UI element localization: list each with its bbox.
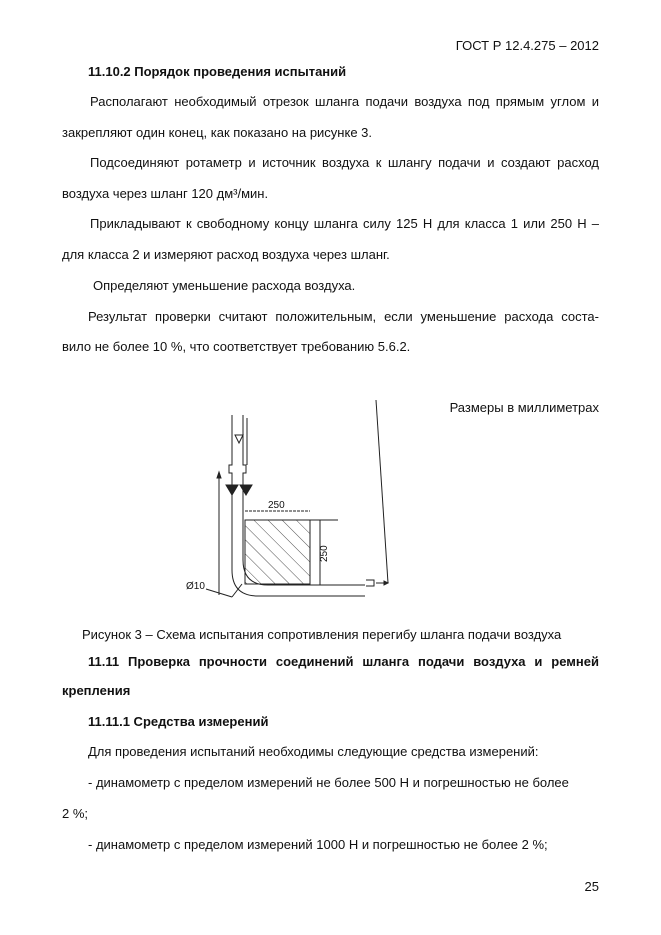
test-diagram bbox=[186, 400, 410, 610]
paragraph-line: Подсоединяют ротаметр и источник воздуха к шлангу подачи и создают расход bbox=[90, 155, 599, 170]
paragraph-line: Располагают необходимый отрезок шланга подачи воздуха под прямым углом и bbox=[90, 94, 599, 109]
section-heading: 11.10.2 Порядок проведения испытаний bbox=[88, 64, 347, 79]
paragraph-line: закрепляют один конец, как показано на рисунке 3. bbox=[62, 125, 373, 140]
dimension-width-label: 250 bbox=[268, 500, 285, 511]
paragraph-line: вило не более 10 %, что соответствует требованию 5.6.2. bbox=[62, 339, 411, 354]
figure-caption: Рисунок 3 – Схема испытания сопротивления перегибу шланга подачи воздуха bbox=[82, 627, 562, 642]
section-heading: 11.11 Проверка прочности соединений шланга подачи воздуха и ремней bbox=[88, 654, 599, 669]
section-heading-continued: крепления bbox=[62, 683, 131, 698]
page-number: 25 bbox=[584, 879, 599, 894]
paragraph-line: для класса 2 и измеряют расход воздуха через шланг. bbox=[62, 247, 390, 262]
hatched-block bbox=[245, 520, 310, 584]
list-item: - динамометр с пределом измерений не более 500 Н и погрешностью не более bbox=[88, 775, 569, 790]
paragraph-line: Прикладывают к свободному концу шланга силу 125 Н для класса 1 или 250 Н – bbox=[90, 216, 599, 231]
list-item: - динамометр с пределом измерений 1000 Н и погрешностью не более 2 %; bbox=[88, 837, 548, 852]
document-id: ГОСТ Р 12.4.275 – 2012 bbox=[455, 38, 599, 53]
paragraph-line: воздуха через шланг 120 дм³/мин. bbox=[62, 186, 269, 201]
list-item-continued: 2 %; bbox=[62, 806, 89, 821]
diameter-label: Ø10 bbox=[186, 581, 205, 592]
dimension-height-label: 250 bbox=[319, 545, 330, 562]
paragraph-line: Результат проверки считают положительным, если уменьшение расхода соста- bbox=[88, 309, 599, 324]
paragraph-line: Для проведения испытаний необходимы следующие средства измерений: bbox=[88, 744, 539, 759]
subsection-heading: 11.11.1 Средства измерений bbox=[88, 714, 269, 729]
paragraph-line: Определяют уменьшение расхода воздуха. bbox=[93, 278, 356, 293]
figure-units-note: Размеры в миллиметрах bbox=[449, 400, 599, 415]
